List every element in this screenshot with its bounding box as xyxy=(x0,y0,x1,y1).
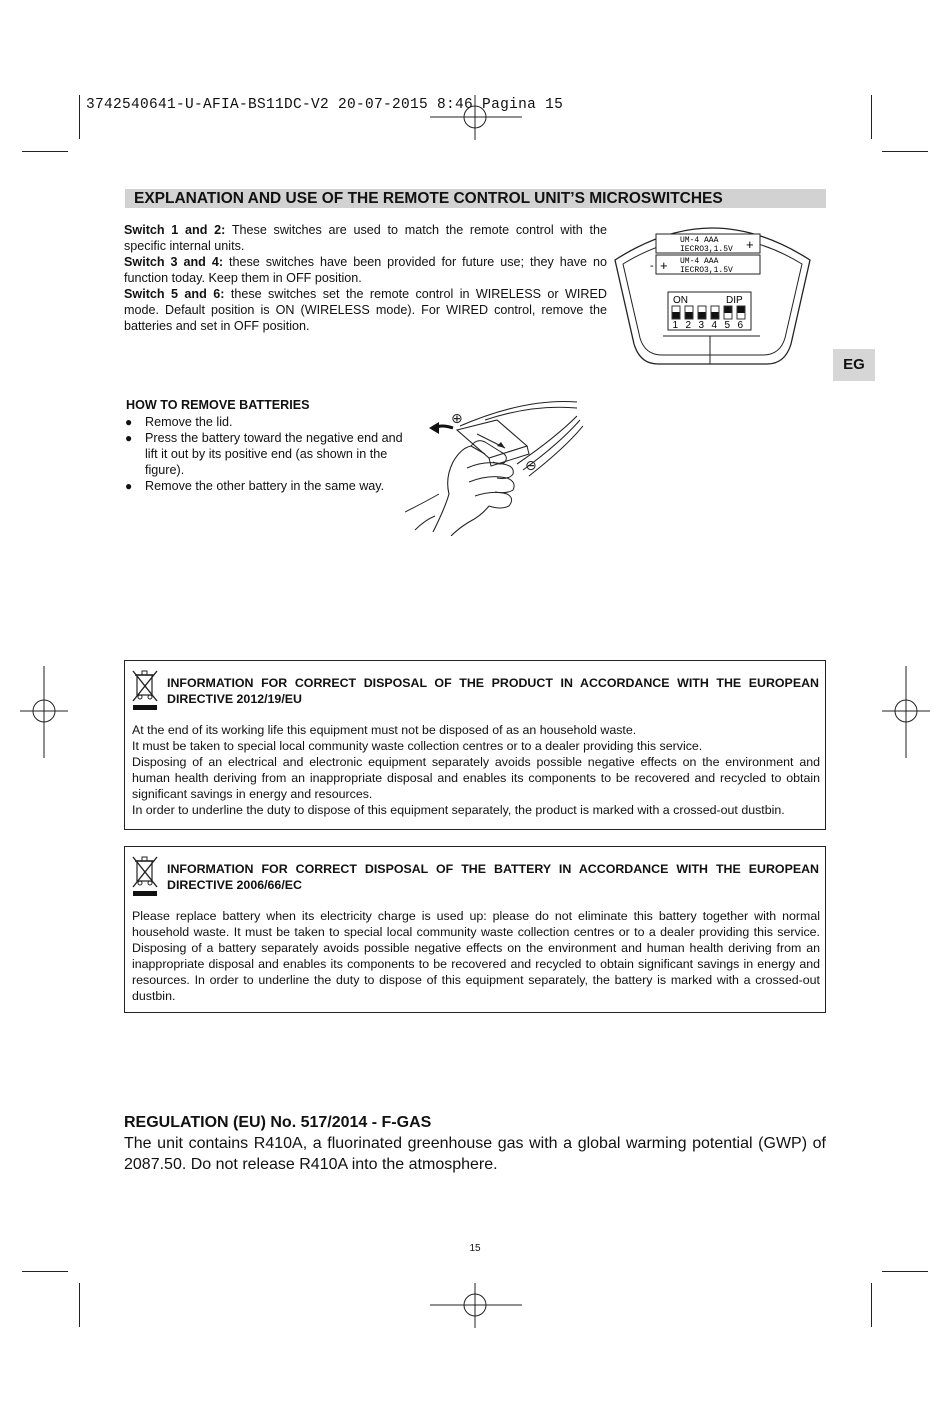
crop-mark-bottom-right-h xyxy=(882,1271,928,1272)
dip-switch-number: 5 xyxy=(724,320,731,331)
registration-mark-top xyxy=(430,95,522,140)
switch-3-4-label: Switch 3 and 4: xyxy=(124,255,224,269)
disposal-product-title: INFORMATION FOR CORRECT DISPOSAL OF THE PRODUCT IN ACCORDANCE WITH THE EUROPEAN DIRECTIVE 2012/19/EU xyxy=(167,676,819,706)
disposal-product-box xyxy=(124,660,826,830)
regulation-text: The unit contains R410A, a fluorinated greenhouse gas with a global warming potential (GWP) of 2087.50. Do not release R410A into the atmosphere. xyxy=(124,1135,826,1173)
registration-mark-right xyxy=(882,666,930,758)
crop-mark-top-left-h xyxy=(22,151,68,152)
dip-switch-knob-4 xyxy=(712,312,719,319)
crop-mark-top-right-h xyxy=(882,151,928,152)
disposal-product-paragraph: At the end of its working life this equipment must not be disposed of as an household waste. xyxy=(132,723,637,737)
plus-symbol-icon: ⊕ xyxy=(451,411,463,427)
dip-switch-number: 4 xyxy=(711,320,718,331)
batteries-steps-list xyxy=(124,414,404,494)
dip-switch-knob-2 xyxy=(686,312,693,319)
disposal-battery-box xyxy=(124,846,826,1013)
crop-mark-top-right-v xyxy=(871,95,872,139)
step-text: Press the battery toward the negative end and lift it out by its positive end (as shown in the figure). xyxy=(145,431,403,477)
list-item xyxy=(124,430,404,478)
battery-1-plus: + xyxy=(746,237,754,252)
crop-mark-bottom-left-h xyxy=(22,1271,68,1272)
dip-switch-number: 3 xyxy=(698,320,705,331)
bullet-icon: ● xyxy=(125,431,133,445)
dip-switch-knob-6 xyxy=(738,307,745,314)
disposal-product-body xyxy=(132,722,820,818)
list-item xyxy=(124,414,404,430)
switch-5-6-paragraph xyxy=(124,286,607,334)
crop-mark-top-left-v xyxy=(79,95,80,139)
list-item xyxy=(124,478,404,494)
dip-on-label: ON xyxy=(673,295,688,306)
battery-1-label-line1: UM-4 AAA xyxy=(680,236,719,245)
dip-label: DIP xyxy=(726,295,743,306)
disposal-product-paragraph: It must be taken to special local community waste collection centres or to a dealer providing this service. xyxy=(132,739,703,753)
regulation-title: REGULATION (EU) No. 517/2014 - F-GAS xyxy=(124,1114,432,1131)
battery-2-minus: - xyxy=(650,260,654,272)
disposal-product-paragraph: In order to underline the duty to dispose of this equipment separately, the product is marked with a crossed-out dustbin. xyxy=(132,803,785,817)
dip-switch-knob-1 xyxy=(673,312,680,319)
bullet-icon: ● xyxy=(125,415,133,429)
dip-switch-knob-3 xyxy=(699,312,706,319)
switch-1-2-label: Switch 1 and 2: xyxy=(124,223,226,237)
battery-2-label-line1: UM-4 AAA xyxy=(680,257,719,266)
disposal-battery-title: INFORMATION FOR CORRECT DISPOSAL OF THE BATTERY IN ACCORDANCE WITH THE EUROPEAN DIRECTIVE 2006/66/EC xyxy=(167,862,819,892)
page-number: 15 xyxy=(469,1243,481,1254)
language-tab: EG xyxy=(833,349,875,381)
battery-2-label-line2: IECRO3,1.5V xyxy=(680,266,733,275)
disposal-product-paragraph: Disposing of an electrical and electronic equipment separately avoids possible negative effects on the environment and human health deriving from an inappropriate disposal and enables its components to be recovered and recycled to obtain significant savings in energy and resources. xyxy=(132,755,820,801)
battery-removal-figure xyxy=(405,398,583,536)
crossed-out-dustbin-icon xyxy=(131,667,159,711)
disposal-battery-body: Please replace battery when its electricity charge is used up: please do not eliminate this battery together with normal household waste. It must be taken to special local community waste collection centres or to a dealer providing this service. Disposing of a battery separately avoids possible negative effects on the environment and human health deriving from an inappropriate disposal and enables its components to be recovered and recycled to obtain significant savings in energy and resources. In order to underline the duty to dispose of this equipment separately, the battery is marked with a crossed-out dustbin. xyxy=(132,909,820,1003)
switch-1-2-paragraph xyxy=(124,222,607,254)
registration-mark-bottom xyxy=(430,1283,522,1328)
switch-3-4-text: these switches have been provided for future use; they have no function today. Keep them in OFF position. xyxy=(124,255,608,285)
battery-1-label-line2: IECRO3,1.5V xyxy=(680,245,733,254)
dip-switch-number: 1 xyxy=(672,320,679,331)
section-title: EXPLANATION AND USE OF THE REMOTE CONTROL UNIT’S MICROSWITCHES xyxy=(134,190,723,207)
remote-control-figure xyxy=(610,222,815,370)
step-text: Remove the lid. xyxy=(145,415,233,429)
bullet-icon: ● xyxy=(125,479,133,493)
switch-explanation xyxy=(124,222,607,334)
switch-1-2-text: These switches are used to match the remote control with the specific internal units. xyxy=(124,223,607,253)
battery-2-plus: + xyxy=(660,258,668,273)
batteries-title: HOW TO REMOVE BATTERIES xyxy=(126,398,310,412)
step-text: Remove the other battery in the same way. xyxy=(145,479,385,493)
dip-switch-number: 6 xyxy=(737,320,744,331)
registration-mark-left xyxy=(20,666,68,758)
switch-3-4-paragraph xyxy=(124,254,607,286)
switch-5-6-text: these switches set the remote control in WIRELESS or WIRED mode. Default position is ON (WIRELESS mode). For WIRED control, remove the batteries and set in OFF position. xyxy=(124,287,607,333)
print-header: 3742540641-U-AFIA-BS11DC-V2 20-07-2015 8:46 Pagina 15 xyxy=(86,97,564,113)
minus-symbol-icon: ⊖ xyxy=(525,458,537,474)
crossed-out-dustbin-icon xyxy=(131,853,159,897)
crop-mark-bottom-right-v xyxy=(871,1283,872,1327)
crop-mark-bottom-left-v xyxy=(79,1283,80,1327)
switch-5-6-label: Switch 5 and 6: xyxy=(124,287,225,301)
dip-switch-knob-5 xyxy=(725,307,732,314)
dip-switch-number: 2 xyxy=(685,320,692,331)
